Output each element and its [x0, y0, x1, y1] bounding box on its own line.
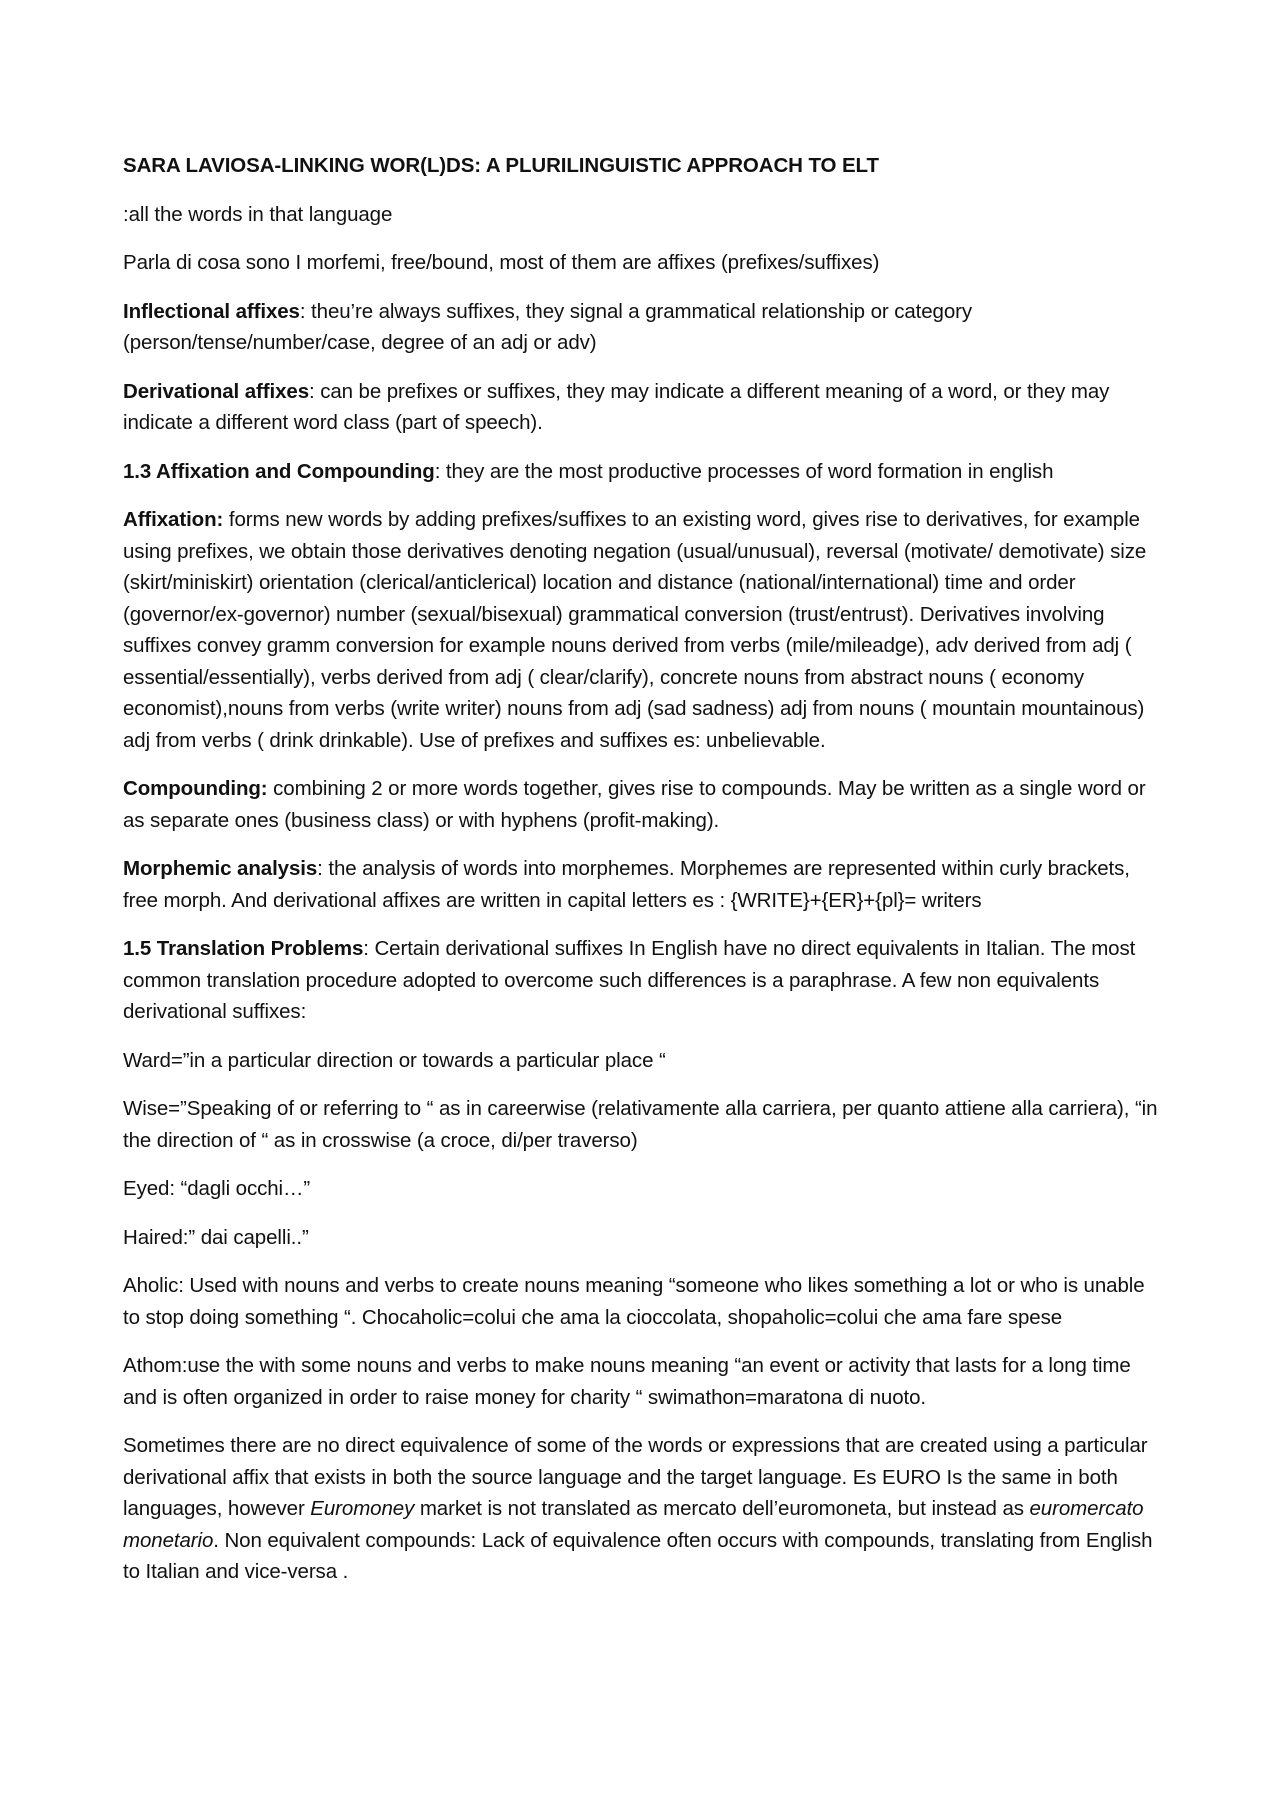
- paragraph-derivational: [123, 376, 1163, 439]
- text-equivalence-part3: . Non equivalent compounds: Lack of equivalence often occurs with compounds, translating from English to Italian and vice-versa .: [123, 1528, 1153, 1583]
- italic-euromoney: Euromoney: [310, 1497, 415, 1520]
- text-equivalence-part1: Sometimes there are no direct equivalence of some of the words or expressions that are created using a particular derivational affix that exists in both the source language and the target language. Es EURO Is the same in both languages, however: [123, 1434, 1148, 1520]
- paragraph-equivalence: [123, 1430, 1163, 1588]
- paragraph-inflectional: [123, 296, 1163, 359]
- paragraph-haired: Haired:” dai capelli..”: [123, 1225, 309, 1249]
- italic-euromercato-monetario: euromercato monetario: [123, 1497, 1144, 1552]
- term-affixation: Affixation:: [123, 508, 224, 531]
- heading-section-1-5: 1.5 Translation Problems: [123, 937, 364, 960]
- text-derivational: : can be prefixes or suffixes, they may indicate a different meaning of a word, or they may indicate a different word class (part of speech).: [123, 379, 1110, 434]
- term-derivational: Derivational affixes: [123, 379, 309, 403]
- term-morphemic-analysis: Morphemic analysis: [123, 857, 318, 880]
- paragraph-compounding: [123, 773, 1163, 836]
- text-section-1-3: : they are the most productive processes of word formation in english: [434, 459, 1054, 483]
- paragraph-affixation: [123, 504, 1163, 756]
- paragraph-ward: Ward=”in a particular direction or towards a particular place “: [123, 1048, 666, 1072]
- paragraph-eyed: Eyed: “dagli occhi…”: [123, 1177, 311, 1200]
- paragraph-wise: Wise=”Speaking of or referring to “ as in careerwise (relativamente alla carriera, per quanto attiene alla carriera), “in the direction of “ as in crosswise (a croce, di/per traverso): [123, 1097, 1158, 1152]
- text-section-1-5: : Certain derivational suffixes In English have no direct equivalents in Italian. The most common translation procedure adopted to overcome such differences is a paraphrase. A few non equivalents derivational suffixes:: [123, 937, 1136, 1023]
- paragraph-section-1-3: [123, 456, 1163, 488]
- text-equivalence-part2: market is not translated as mercato dell’euromoneta, but instead as: [414, 1497, 1030, 1520]
- text-affixation: forms new words by adding prefixes/suffixes to an existing word, gives rise to derivatives, for example using prefixes, we obtain those derivatives denoting negation (usual/unusual), reversal (motivate/ demotivate) size (skirt/miniskirt) orientation (clerical/anticlerical) location and distance (national/international) time and order (governor/ex-governor) number (sexual/bisexual) grammatical conversion (trust/entrust). Derivatives involving suffixes convey gramm conversion for example nouns derived from verbs (mile/mileadge), adv derived from adj ( essential/essentially), verbs derived from adj ( clear/clarify), concrete nouns from abstract nouns ( economy economist),nouns from verbs (write writer) nouns from adj (sad sadness) adj from nouns ( mountain mountainous) adj from verbs ( drink drinkable). Use of prefixes and suffixes es: unbelievable.: [123, 508, 1147, 752]
- paragraph-morphemic-analysis: [123, 853, 1163, 916]
- paragraph-athom: Athom:use the with some nouns and verbs to make nouns meaning “an event or activity that lasts for a long time and is often organized in order to raise money for charity “ swimathon=maratona di nuoto.: [123, 1354, 1131, 1409]
- paragraph-aholic: Aholic: Used with nouns and verbs to create nouns meaning “someone who likes something a lot or who is unable to stop doing something “. Chocaholic=colui che ama la cioccolata, shopaholic=colui che ama fare spese: [123, 1274, 1145, 1329]
- paragraph-lexicon: :all the words in that language: [123, 202, 393, 226]
- paragraph-section-1-5: [123, 933, 1163, 1028]
- text-morphemic-analysis: : the analysis of words into morphemes. Morphemes are represented within curly brackets, free morph. And derivational affixes are written in capital letters es : {WRITE}+{ER}+{pl}= writers: [123, 857, 1130, 912]
- document-title: SARA LAVIOSA-LINKING WOR(L)DS: A PLURILINGUISTIC APPROACH TO ELT: [123, 154, 879, 177]
- text-inflectional: : theu’re always suffixes, they signal a grammatical relationship or category (person/tense/number/case, degree of an adj or adv): [123, 299, 973, 354]
- paragraph-morfemi: Parla di cosa sono I morfemi, free/bound, most of them are affixes (prefixes/suffixes): [123, 251, 880, 274]
- heading-section-1-3: 1.3 Affixation and Compounding: [123, 459, 435, 483]
- term-inflectional: Inflectional affixes: [123, 299, 300, 323]
- text-compounding: combining 2 or more words together, gives rise to compounds. May be written as a single word or as separate ones (business class) or with hyphens (profit-making).: [123, 777, 1146, 832]
- term-compounding: Compounding:: [123, 777, 268, 800]
- document-page: [123, 150, 1163, 1605]
